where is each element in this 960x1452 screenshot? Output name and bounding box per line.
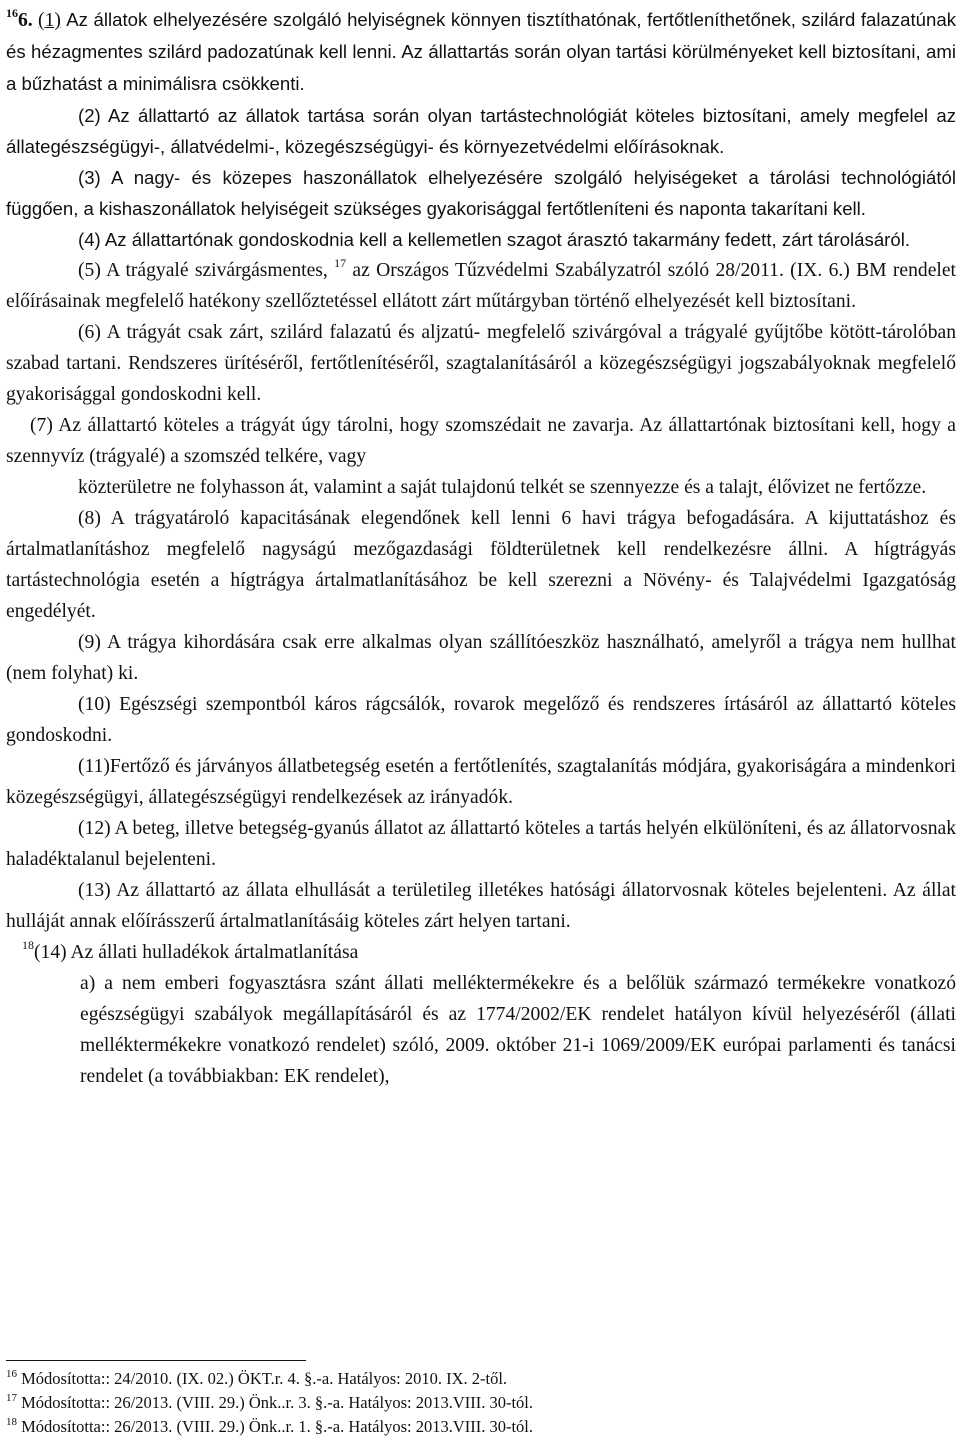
paragraph-12: (12) A beteg, illetve betegség-gyanús állatot az állattartó köteles a tartás helyén elkülöníteni, és az állatorvosnak haladéktalanul bejelenteni. [6, 818, 956, 870]
paragraph-prefix: (1) [38, 10, 61, 31]
footnote-divider [6, 1360, 306, 1361]
paragraph-7: (7) Az állattartó köteles a trágyát úgy tárolni, hogy szomszédait ne zavarja. Az állattartónak biztosítani kell, hogy a szennyvíz (trágyalé) a szomszéd telkére, vagy közterületre ne folyhasson át, valamint a saját tulajdonú telkét se szennyezze és a talajt, élővizet ne fertőzze. [6, 415, 956, 498]
footnote-ref-18[interactable]: 18 [22, 938, 34, 952]
paragraph-5: (5) A trágyalé szivárgásmentes, $^{17}$ az Országos Tűzvédelmi Szabályzatról szóló 28/2011. (IX. 6.) BM rendelet előírásainak megfelelő hatékony szellőztetéssel ellátott zárt műtárgyban történő elhelyezését kell biztosítani. [6, 256, 956, 312]
paragraph-8: (8) A trágyatároló kapacitásának elegendőnek kell lenni 6 havi trágya befogadására. A kijuttatáshoz és ártalmatlanításhoz megfelelő nagyságú mezőgazdasági földterületnek kell rendelkezésre állni. A hígtrágyás tartástechnológia esetén a hígtrágya ártalmatlanításához be kell szerezni a Növény- és Talajvédelmi Igazgatóság engedélyét. [6, 508, 956, 622]
paragraph-1 [6, 4, 956, 100]
paragraph-6: (6) A trágyát csak zárt, szilárd falazatú és aljzatú- megfelelő szivárgóval a trágyalé gyűjtőbe kötött-tárolóban szabad tartani. Rendszeres ürítéséről, fertőtlenítéséről, szagtalanításáról a közegészségügyi jogszabályoknak megfelelő gyakorisággal gondoskodni kell. [6, 322, 956, 405]
paragraph-13: (13) Az állattartó az állata elhullását a területileg illetékes hatósági állatorvosnak köteles bejelenteni. Az állat hulláját annak előírásszerű ártalmatlanításáig köteles zárt helyen tartani. [6, 880, 956, 932]
paragraph-9: (9) A trágya kihordására csak erre alkalmas olyan szállítóeszköz használható, amelyről a trágya nem hullhat (nem folyhat) ki. [6, 632, 956, 684]
footnote: $^{17}$ Módosította:: 26/2013. (VIII. 29.) Önk..r. 3. §.-a. Hatályos: 2013.VIII. 30-tól. [6, 1392, 534, 1412]
paragraph-14-item-a: a) a nem emberi fogyasztásra szánt állati melléktermékekre és a belőlük származó termékekre vonatkozó egészségügyi szabályok megállapításáról és az 1774/2002/EK rendelet hatályon kívül helyezéséről (állati melléktermékekre vonatkozó rendelet) szóló, 2009. október 21-i 1069/2009/EK európai parlamenti és tanácsi rendelet (a továbbiakban: EK rendelet), [80, 973, 956, 1087]
footnote-ref-16[interactable]: 16 [6, 6, 18, 20]
footnote: $^{16}$ Módosította:: 24/2010. (IX. 02.) ÖKT.r. 4. §.-a. Hatályos: 2010. IX. 2-től. [6, 1368, 508, 1388]
paragraph-4: (4) Az állattartónak gondoskodnia kell a kellemetlen szagot árasztó takarmány fedett, zárt tárolásáról. [78, 229, 910, 250]
footnote-ref-17[interactable]: 17 [334, 256, 347, 270]
paragraph-1-text: Az állatok elhelyezésére szolgáló helyiségnek könnyen tisztíthatónak, fertőtleníthetőnek, szilárd falazatúnak és hézagmentes szilárd padozatúnak kell lenni. Az állattartás során olyan tartási körülményeket kell biztosítani, ami a bűzhatást a minimálisra csökkenti. [6, 9, 956, 94]
paragraph-2: (2) Az állattartó az állatok tartása során olyan tartástechnológiát köteles biztosítani, amely megfelel az állategészségügyi-, állatvédelmi-, közegészségügyi- és környezetvédelmi előírásoknak. [6, 105, 956, 157]
document-body [6, 4, 956, 1092]
footnote: $^{18}$ Módosította:: 26/2013. (VIII. 29.) Önk..r. 1. §.-a. Hatályos: 2013.VIII. 30-tól. [6, 1416, 534, 1436]
paragraph-10: (10) Egészségi szempontból káros rágcsálók, rovarok megelőző és rendszeres írtásáról az állattartó köteles gondoskodni. [6, 694, 956, 746]
paragraph-14: $^{18}$(14) Az állati hulladékok ártalmatlanítása [22, 938, 359, 963]
section-number: $^{16}$6. [6, 6, 33, 31]
paragraph-3: (3) A nagy- és közepes haszonállatok elhelyezésére szolgáló helyiségeket a tárolási technológiától függően, a kishaszonállatok helyiségeit szükséges gyakorisággal fertőtleníteni és naponta takarítani kell. [6, 167, 956, 219]
footnotes [6, 1360, 956, 1439]
paragraph-11: (11)Fertőző és járványos állatbetegség esetén a fertőtlenítés, szagtalanítás módjára, gyakoriságára a mindenkori közegészségügyi, állategészségügyi rendelkezések az irányadók. [6, 756, 956, 808]
